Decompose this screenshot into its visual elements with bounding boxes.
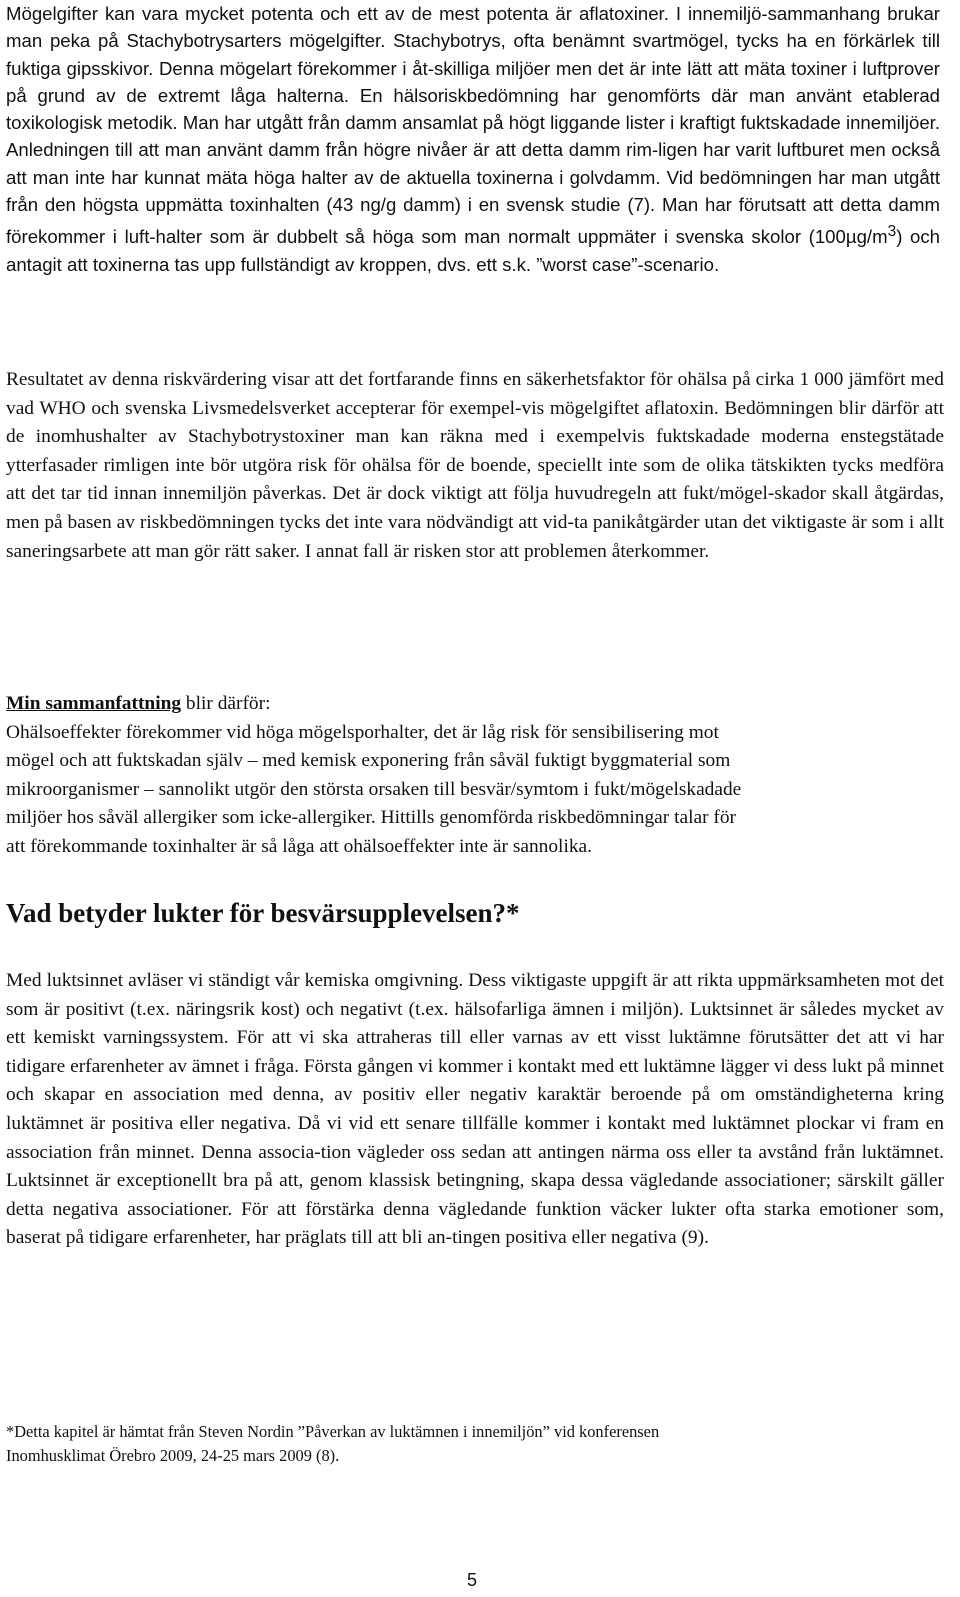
paragraph-mold-toxins-part-2: Anledningen till att man använt damm från högre nivåer är att detta damm rim-ligen har varit luftburet men också att man inte har kunnat mäta höga halter av de aktuella toxinerna i golvdamm. Vid bedömningen har man utgått från den högsta uppmätta toxinhalten (43 ng/g damm) i en svensk studie (7). Man har förutsatt att detta damm förekommer i luft-halter som är dubbelt så höga som man normalt uppmäter i svenska skolor (100µg/m <box>6 139 940 248</box>
summary-line: mögel och att fuktskadan själv – med kemisk exponering från såväl fuktigt byggmaterial som <box>6 750 731 772</box>
summary-label-suffix: blir därför: <box>181 693 271 714</box>
summary-block <box>6 690 940 862</box>
paragraph-risk-assessment: Resultatet av denna riskvärdering visar att det fortfarande finns en säkerhetsfaktor för ohälsa på cirka 1 000 jämfört med vad WHO och svenska Livsmedelsverket accepterar för exempel-vis mögelgiftet aflatoxin. Bedömningen blir därför att de inomhushalter av Stachybotrystoxiner man kan räkna med i exempelvis fuktskadade moderna enstegstätade ytterfasader rimligen inte bör utgöra risk för ohälsa för de boende, speciellt inte som de olika tätskikten tycks medföra att det tar tid innan innemiljön påverkas. Det är dock viktigt att följa huvudregeln att fukt/mögel-skador skall åtgärdas, men på basen av riskbedömningen tycks det inte vara nödvändigt att vid-ta panikåtgärder utan det viktigaste är som i allt saneringsarbete att man gör rätt saker. I annat fall är risken stor att problemen återkommer. <box>6 369 944 562</box>
paragraph-mold-toxins <box>6 0 940 278</box>
summary-label: Min sammanfattning <box>6 693 182 714</box>
footnote-line: *Detta kapitel är hämtat från Steven Nordin ”Påverkan av luktämnen i innemiljön” vid konferensen <box>6 1422 660 1441</box>
footnote-line: Inomhusklimat Örebro 2009, 24-25 mars 2009 (8). <box>6 1446 340 1465</box>
summary-line: Ohälsoeffekter förekommer vid höga mögelsporhalter, det är låg risk för sensibilisering mot <box>6 721 719 743</box>
summary-line: mikroorganismer – sannolikt utgör den största orsaken till besvär/symtom i fukt/mögelskadade <box>6 778 742 800</box>
summary-line: att förekommande toxinhalter är så låga att ohälsoeffekter inte är sannolika. <box>6 835 592 857</box>
superscript-cubed: 3 <box>887 223 897 241</box>
footnote <box>6 1420 940 1468</box>
paragraph-sense-of-smell: Med luktsinnet avläser vi ständigt vår kemiska omgivning. Dess viktigaste uppgift är att rikta uppmärksamheten mot det som är positivt (t.ex. näringsrik kost) och negativt (t.ex. hälsofarliga ämnen i miljön). Luktsinnet är således mycket av ett kemiskt varningssystem. För att vi ska attraheras till eller varnas av ett visst luktämne förutsätter det att vi har tidigare erfarenheter av ämnet i fråga. Första gången vi kommer i kontakt med ett luktämne lägger vi dess lukt på minnet och skapar en association med denna, av positiv eller negativ karaktär beroende på om omständigheterna kring luktämnet är positiva eller negativa. Då vi vid ett senare tillfälle kommer i kontakt med luktämnet plockar vi fram en association från minnet. Denna associa-tion vägleder oss sedan att antingen närma oss eller ta avstånd från luktämnet. Luktsinnet är exceptionellt bra på att, genom klassisk betingning, skapa dessa vägledande associationer; särskilt gäller detta negativa associationer. För att förstärka denna vägledande funktion väcker lukter ofta starka emotioner som, baserat på tidigare erfarenheter, har präglats till att bli an-tingen positiva eller negativa (9). <box>6 970 944 1249</box>
paragraph-mold-toxins-part-3: ) och antagit att toxinerna tas upp fullständigt av kroppen, dvs. ett s.k. ”worst case”-scenario. <box>6 226 940 275</box>
summary-line: miljöer hos såväl allergiker som icke-allergiker. Hittills genomförda riskbedömningar talar för <box>6 807 736 829</box>
section-heading: Vad betyder lukter för besvärsupplevelsen?* <box>6 898 520 928</box>
paragraph-mold-toxins-part-1: Mögelgifter kan vara mycket potenta och ett av de mest potenta är aflatoxiner. I innemiljö-sammanhang brukar man peka på Stachybotrysarters mögelgifter. Stachybotrys, ofta benämnt svartmögel, tycks ha en förkärlek till fuktiga gipsskivor. Denna mögelart förekommer i åt-skilliga miljöer men det är inte lätt att mäta toxiner i luftprover på grund av de extremt låga halterna. En hälsoriskbedömning har genomförts där man använt etablerad toxikologisk metodik. Man har utgått från damm ansamlat på högt liggande lister i kraftigt fuktskadade innemiljöer. <box>6 3 940 134</box>
page-number: 5 <box>466 1570 477 1590</box>
summary-intro-line <box>6 690 940 719</box>
